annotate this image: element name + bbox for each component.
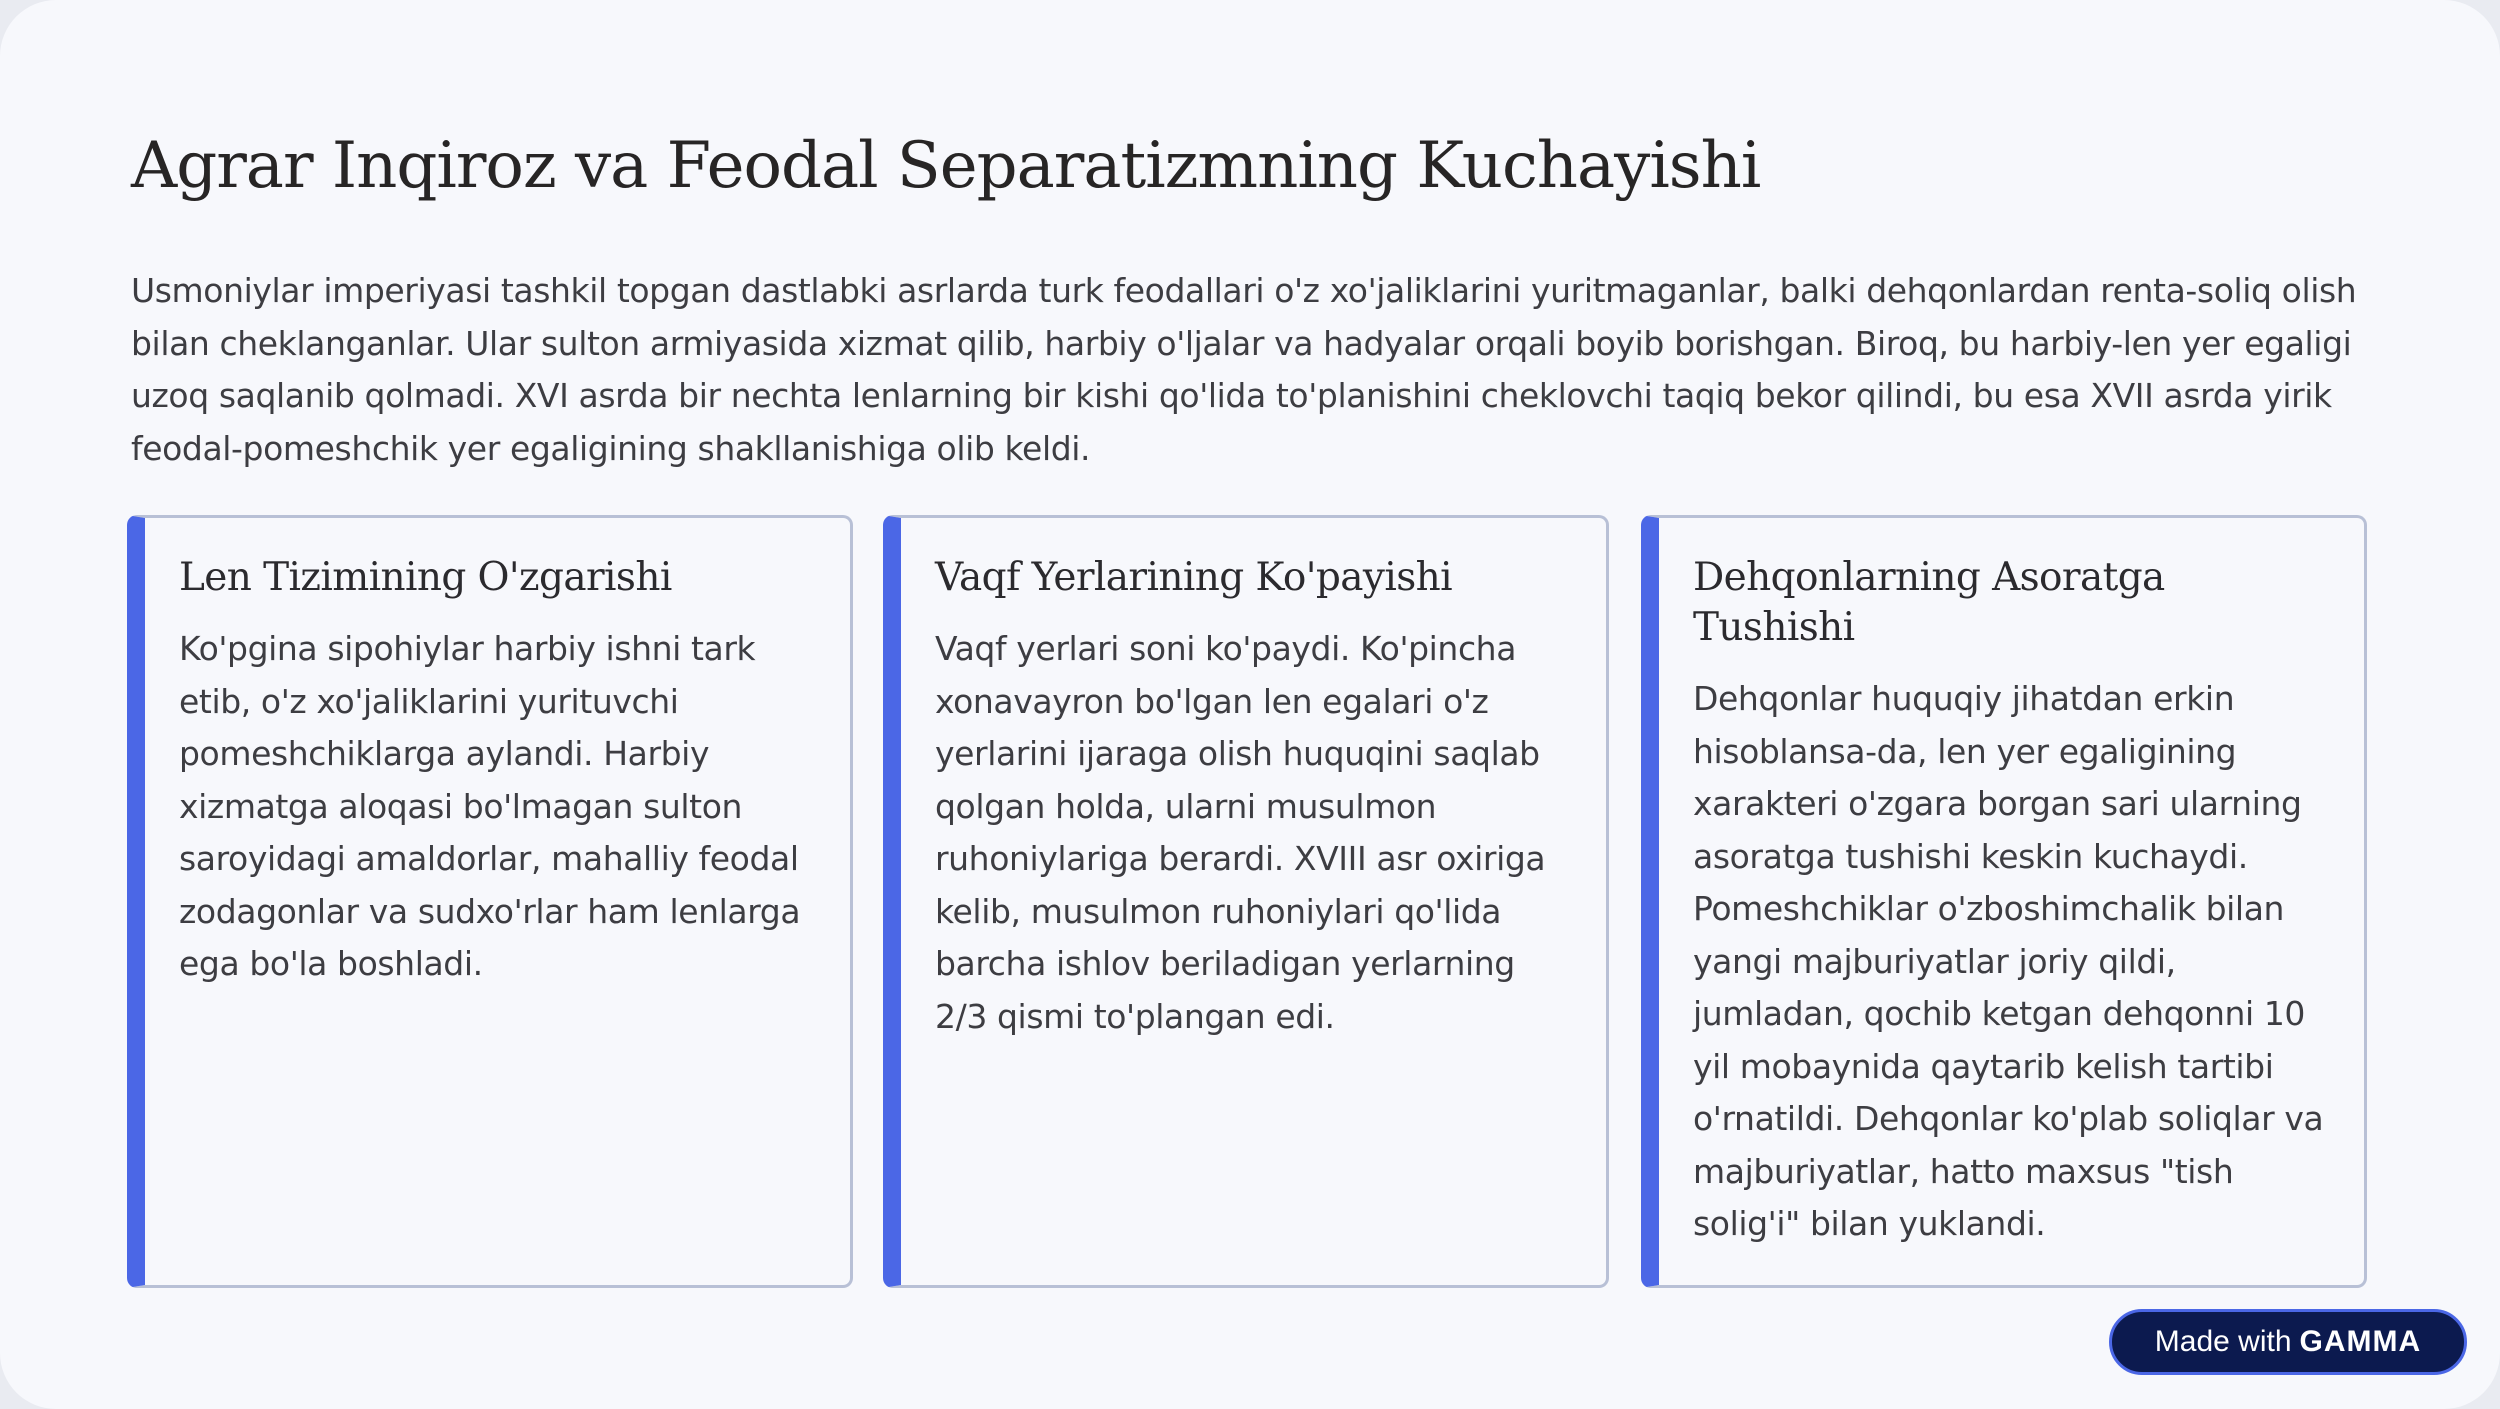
gamma-logo: GAMMA [2299, 1325, 2422, 1358]
card-text: Vaqf yerlari soni ko'paydi. Ko'pincha xonavayron bo'lgan len egalari o'z yerlarini ijaraga olish huquqini saqlab qolgan holda, ularni musulmon ruhoniylariga berardi. XVIII asr oxiriga kelib, musulmon ruhoniylari qo'lida barcha ishlov beriladigan yerlarning 2/3 qismi to'plangan edi. [935, 629, 1546, 1036]
card-vaqf-lands [883, 515, 1609, 1288]
intro-paragraph: Usmoniylar imperiyasi tashkil topgan dastlabki asrlarda turk feodallari o'z xo'jaliklarini yuritmaganlar, balki dehqonlardan renta-soliq olish bilan cheklanganlar. Ular sulton armiyasida xizmat qilib, harbiy o'ljalar va hadyalar orqali boyib borishgan. Biroq, bu harbiy-len yer egaligi uzoq saqlanib qolmadi. XVI asrda bir nechta lenlarning bir kishi qo'lida to'planishini cheklovchi taqiq bekor qilindi, bu esa XVII asrda yirik feodal-pomeshchik yer egaligining shakllanishiga olib keldi. [131, 271, 2357, 468]
badge-prefix: Made with [2154, 1325, 2292, 1358]
card-len-system [127, 515, 853, 1288]
card-title: Dehqonlarning Asoratga Tushishi [1693, 555, 2165, 650]
card-text: Dehqonlar huquqiy jihatdan erkin hisoblansa-da, len yer egaligining xarakteri o'zgara borgan sari ularning asoratga tushishi keskin kuchaydi. Pomeshchiklar o'zboshimchalik bilan yangi majburiyatlar joriy qildi, jumladan, qochib ketgan dehqonni 10 yil mobaynida qaytarib kelish tartibi o'rnatildi. Dehqonlar ko'plab soliqlar va majburiyatlar, hatto maxsus "tish solig'i" bilan yuklandi. [1693, 679, 2324, 1243]
made-with-gamma-badge[interactable] [2109, 1309, 2467, 1375]
slide-title: Agrar Inqiroz va Feodal Separatizmning Kuchayishi [131, 129, 1761, 203]
card-title: Vaqf Yerlarining Ko'payishi [935, 555, 1453, 600]
card-peasants [1641, 515, 2367, 1288]
card-text: Ko'pgina sipohiylar harbiy ishni tark etib, o'z xo'jaliklarini yurituvchi pomeshchiklarga aylandi. Harbiy xizmatga aloqasi bo'lmagan sulton saroyidagi amaldorlar, mahalliy feodal zodagonlar va sudxo'rlar ham lenlarga ega bo'la boshladi. [179, 629, 801, 983]
card-title: Len Tizimining O'zgarishi [179, 555, 672, 600]
